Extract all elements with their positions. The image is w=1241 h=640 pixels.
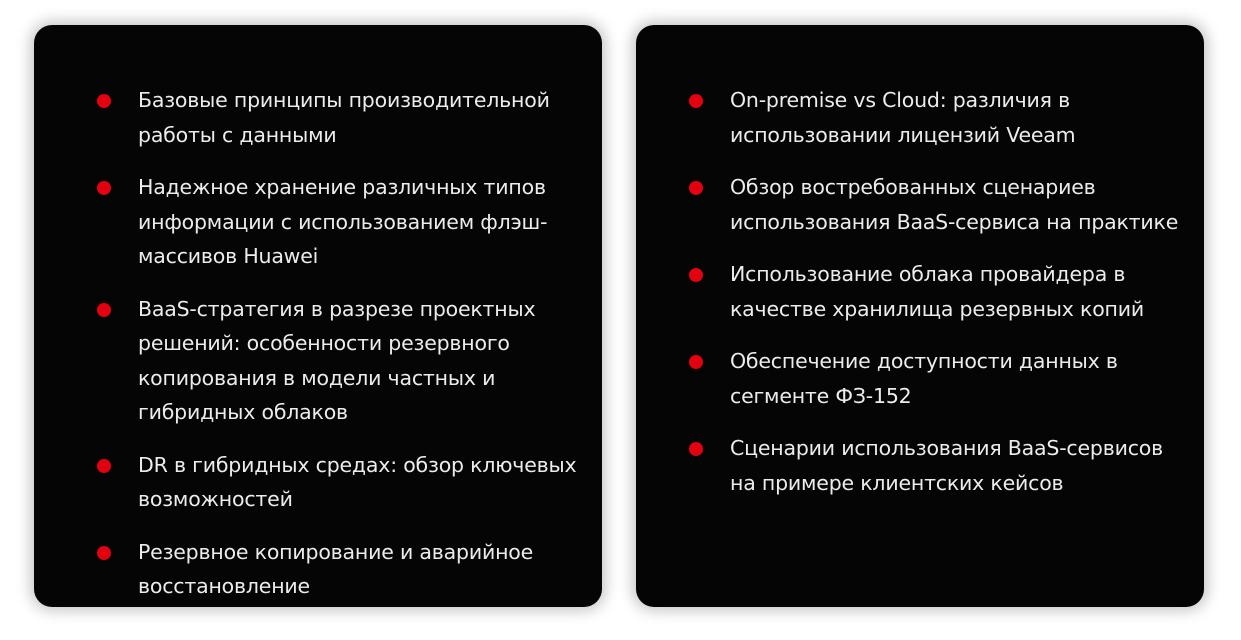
list-item-text: DR в гибридных средах: обзор ключевых возможностей bbox=[138, 452, 577, 511]
bullet-dot-icon bbox=[97, 459, 111, 473]
list-item bbox=[138, 292, 582, 430]
topics-card-left bbox=[34, 25, 602, 607]
list-item bbox=[730, 431, 1184, 500]
list-item-text: Использование облака провайдера в качестве хранилища резервных копий bbox=[730, 262, 1144, 321]
bullet-dot-icon bbox=[97, 303, 111, 317]
list-item bbox=[730, 257, 1184, 326]
list-item-text: Базовые принципы производительной работы с данными bbox=[138, 88, 550, 147]
list-item-text: On-premise vs Cloud: различия в использовании лицензий Veeam bbox=[730, 88, 1076, 147]
list-item-text: BaaS-стратегия в разрезе проектных решений: особенности резервного копирования в модели частных и гибридных облаков bbox=[138, 296, 536, 424]
list-item-text: Обзор востребованных сценариев использования BaaS-сервиса на практике bbox=[730, 175, 1179, 234]
list-item-text: Резервное копирование и аварийное восстановление bbox=[138, 539, 534, 598]
bullet-dot-icon bbox=[689, 355, 703, 369]
list-item-text: Сценарии использования BaaS-сервисов на примере клиентских кейсов bbox=[730, 436, 1163, 495]
bullet-dot-icon bbox=[689, 268, 703, 282]
list-item-text: Обеспечение доступности данных в сегменте ФЗ-152 bbox=[730, 349, 1118, 408]
bullet-dot-icon bbox=[689, 442, 703, 456]
list-item bbox=[138, 535, 582, 604]
list-item bbox=[730, 170, 1184, 239]
bullet-dot-icon bbox=[97, 94, 111, 108]
list-item bbox=[138, 170, 582, 274]
topics-list-right bbox=[730, 83, 1184, 518]
bullet-dot-icon bbox=[689, 94, 703, 108]
bullet-dot-icon bbox=[97, 546, 111, 560]
bullet-dot-icon bbox=[689, 181, 703, 195]
topics-card-right bbox=[636, 25, 1204, 607]
list-item bbox=[730, 344, 1184, 413]
list-item-text: Надежное хранение различных типов информации с использованием флэш-массивов Huawei bbox=[138, 175, 548, 268]
bullet-dot-icon bbox=[97, 181, 111, 195]
topics-list-left bbox=[138, 83, 582, 622]
list-item bbox=[138, 448, 582, 517]
list-item bbox=[138, 83, 582, 152]
list-item bbox=[730, 83, 1184, 152]
